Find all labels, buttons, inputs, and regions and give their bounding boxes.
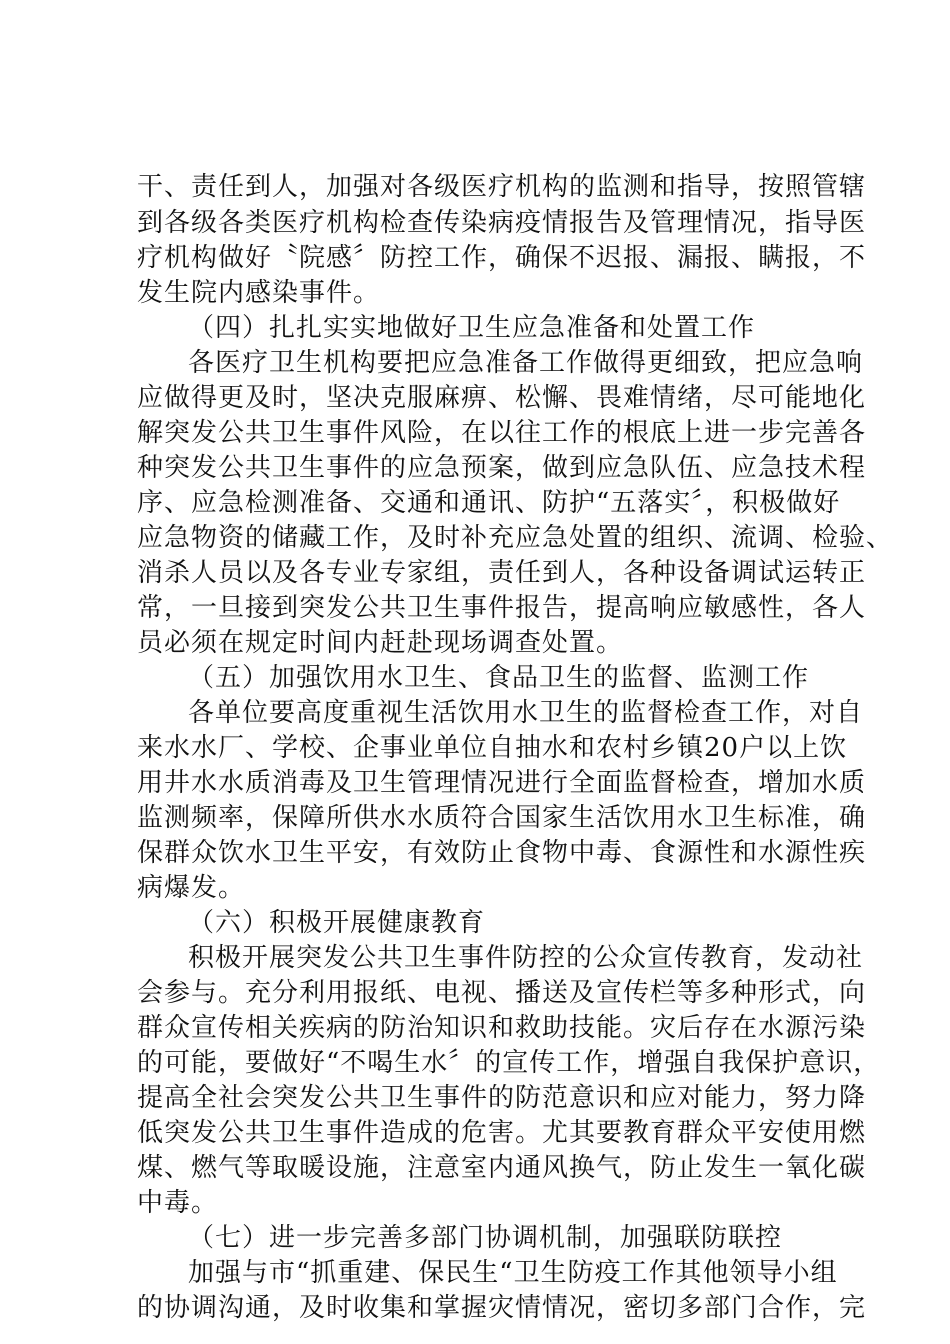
text-line: 到各级各类医疗机构检查传染病疫情报告及管理情况，指导医 [137,208,867,238]
text-line: 来水水厂、学校、企事业单位自抽水和农村乡镇20户以上饮 [137,733,848,763]
section-heading-7: （七）进一步完善多部门协调机制，加强联防联控 [188,1223,783,1253]
text-line: 用井水水质消毒及卫生管理情况进行全面监督检查，增加水质 [137,768,867,798]
text-line: 消杀人员以及各专业专家组，责任到人，各种设备调试运转正 [137,558,867,588]
text-line: 提高全社会突发公共卫生事件的防范意识和应对能力，努力降 [137,1083,867,1113]
text-line: 群众宣传相关疾病的防治知识和救助技能。灾后存在水源污染 [137,1013,867,1043]
text-line: 干、责任到人，加强对各级医疗机构的监测和指导，按照管辖 [137,172,867,202]
text-line: 种突发公共卫生事件的应急预案，做到应急队伍、应急技术程 [137,453,867,483]
text-line: 保群众饮水卫生平安，有效防止食物中毒、食源性和水源性疾 [137,838,867,868]
paragraph-start: 积极开展突发公共卫生事件防控的公众宣传教育，发动社 [188,943,864,973]
text-line: 的协调沟通，及时收集和掌握灾情情况，密切多部门合作，完 [137,1293,867,1323]
text-line: 应做得更及时，坚决克服麻痹、松懈、畏难情绪，尽可能地化 [137,383,867,413]
text-line: 会参与。充分利用报纸、电视、播送及宣传栏等多种形式，向 [137,978,867,1008]
text-line: 低突发公共卫生事件造成的危害。尤其要教育群众平安使用燃 [137,1118,867,1148]
text-line: 发生院内感染事件。 [137,278,381,308]
paragraph-start: 加强与市“抓重建、保民生“卫生防疫工作其他领导小组 [188,1258,838,1288]
text-line: 解突发公共卫生事件风险，在以往工作的根底上进一步完善各 [137,418,867,448]
text-line: 应急物资的储藏工作，及时补充应急处置的组织、流调、检验、 [137,523,894,553]
text-line: 员必须在规定时间内赶赴现场调查处置。 [137,628,624,658]
text-line: 病爆发。 [137,873,246,903]
paragraph-start: 各医疗卫生机构要把应急准备工作做得更细致，把应急响 [188,348,864,378]
text-line: 中毒。 [137,1188,219,1218]
text-line: 监测频率，保障所供水水质符合国家生活饮用水卫生标准，确 [137,803,867,833]
paragraph-start: 各单位要高度重视生活饮用水卫生的监督检查工作，对自 [188,698,864,728]
text-line: 疗机构做好〝院感〞防控工作，确保不迟报、漏报、瞒报，不 [137,243,867,273]
section-heading-5: （五）加强饮用水卫生、食品卫生的监督、监测工作 [188,663,810,693]
text-line: 序、应急检测准备、交通和通讯、防护“五落实〞，积极做好 [137,488,841,518]
section-heading-6: （六）积极开展健康教育 [188,908,486,938]
section-heading-4: （四）扎扎实实地做好卫生应急准备和处置工作 [188,313,756,343]
text-line: 煤、燃气等取暖设施，注意室内通风换气，防止发生一氧化碳 [137,1153,867,1183]
text-line: 的可能，要做好“不喝生水〞的宣传工作，增强自我保护意识， [137,1048,881,1078]
text-line: 常，一旦接到突发公共卫生事件报告，提高响应敏感性，各人 [137,593,867,623]
